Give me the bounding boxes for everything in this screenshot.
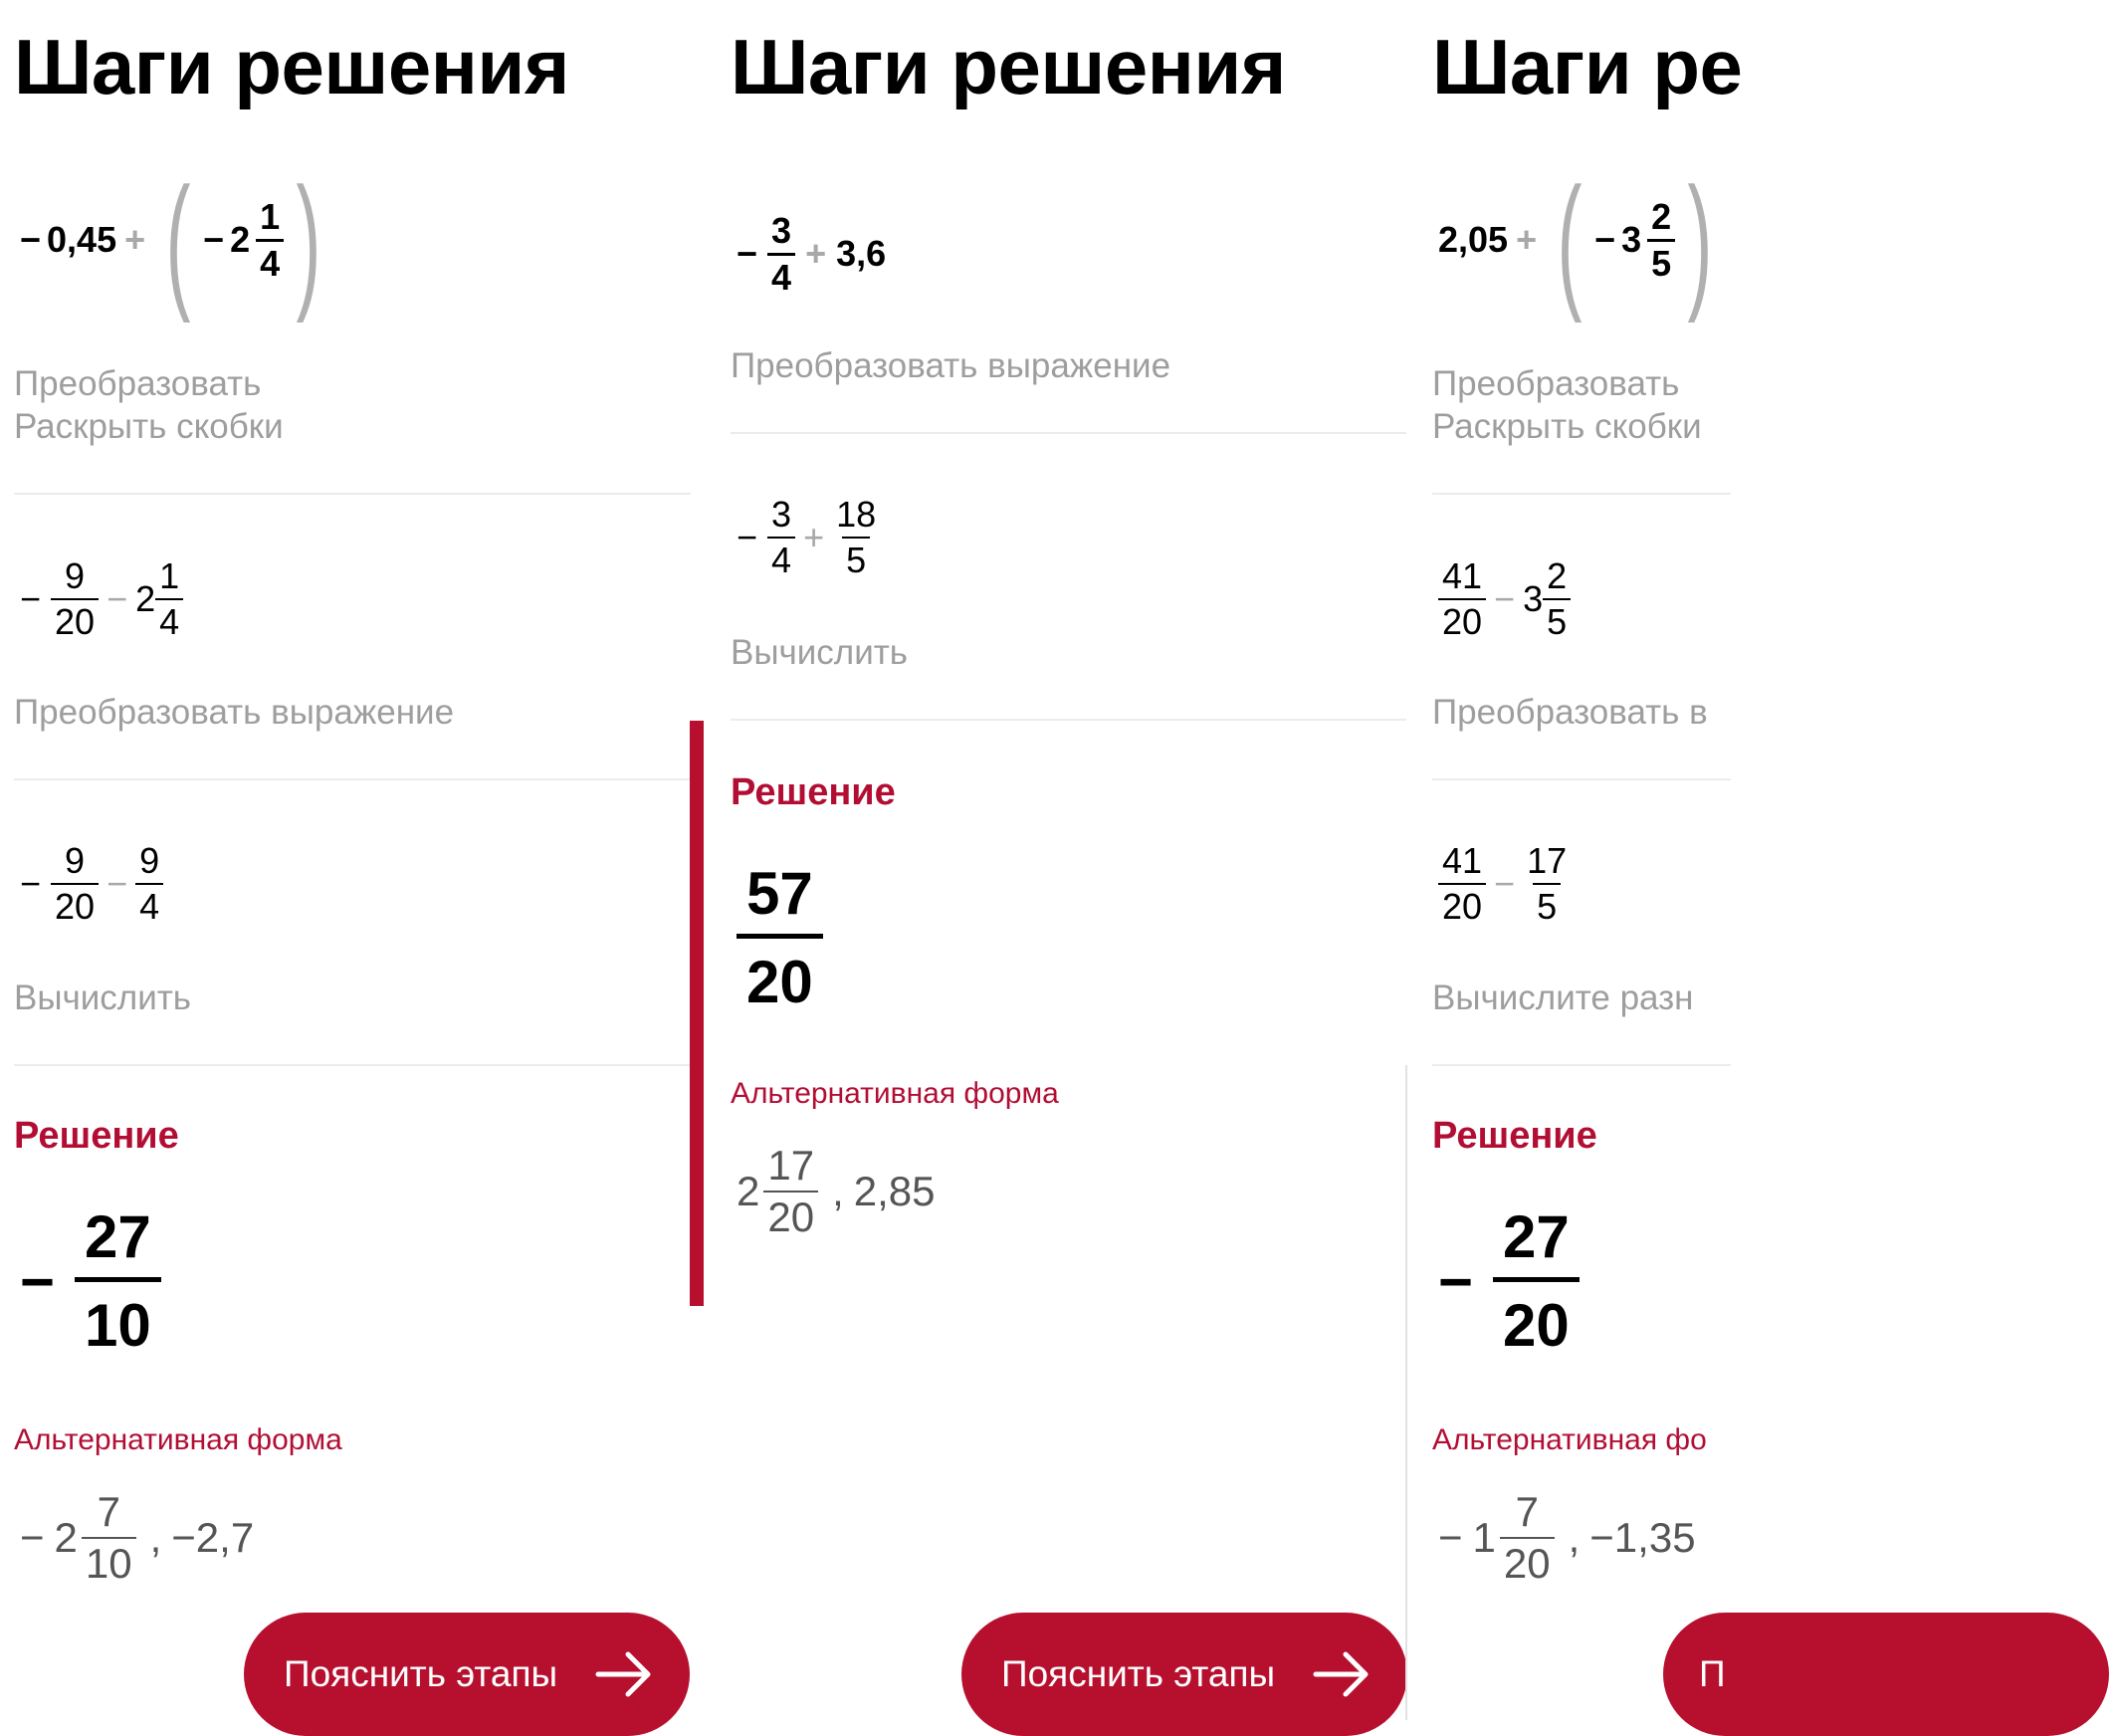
- page-title: Шаги решения: [731, 23, 1286, 110]
- left-paren: (: [1557, 156, 1582, 324]
- page-title: Шаги ре: [1432, 23, 1743, 110]
- fraction: $\frac{57}{20}$: [737, 864, 823, 1012]
- solution-label: Решение: [731, 771, 896, 813]
- explain-steps-button[interactable]: П: [1663, 1613, 2109, 1736]
- page-title: Шаги решения: [14, 23, 569, 110]
- fraction: $\frac{7}{10}$: [82, 1491, 136, 1585]
- step-hint: Раскрыть скобки: [14, 407, 284, 446]
- fraction: $\frac{41}{20}$: [1438, 843, 1486, 925]
- step-hint: Вычислить: [14, 978, 192, 1017]
- left-paren: (: [165, 156, 191, 324]
- step-hint: Преобразовать в: [1432, 693, 1708, 732]
- alternative-form-label: Альтернативная форма: [14, 1423, 342, 1456]
- step-expression: − $\frac{3}{4}$ + 3,6: [737, 209, 887, 298]
- fraction: $\frac{41}{20}$: [1438, 558, 1486, 640]
- fraction: $\frac{3}{4}$: [767, 497, 795, 578]
- steps-panel-2: [704, 0, 1406, 1720]
- fraction: $\frac{9}{4}$: [135, 843, 163, 925]
- step-expression: $\frac{41}{20}$ − $\frac{17}{5}$: [1438, 834, 1571, 934]
- fraction: $\frac{17}{5}$: [1527, 840, 1568, 927]
- fraction: $\frac{7}{20}$: [1500, 1491, 1555, 1585]
- explain-steps-button[interactable]: Пояснить этапы: [961, 1613, 1407, 1736]
- steps-panel-3: [1406, 0, 1743, 1720]
- fraction: $\frac{18}{5}$: [836, 494, 877, 580]
- fraction: $\frac{9}{20}$: [51, 843, 99, 925]
- step-hint: Раскрыть скобки: [1432, 407, 1702, 446]
- solution-value: [737, 851, 823, 1025]
- divider: [1432, 778, 1731, 780]
- steps-panel-1: [0, 0, 704, 1720]
- alternative-form-value: 2 $\frac{17}{20}$ , 2,85: [737, 1142, 936, 1240]
- solution-label: Решение: [14, 1115, 179, 1157]
- fraction: $\frac{2}{5}$: [1647, 199, 1675, 282]
- divider: [731, 719, 1406, 721]
- divider: [731, 432, 1406, 434]
- fraction: $\frac{2}{5}$: [1543, 558, 1571, 640]
- step-expression: − $\frac{9}{20}$ − 2 $\frac{1}{4}$: [20, 549, 183, 649]
- step-hint: Вычислите разн: [1432, 978, 1694, 1017]
- step-expression: $\frac{41}{20}$ − 3 $\frac{2}{5}$: [1438, 549, 1571, 649]
- step-hint: Преобразовать выражение: [731, 346, 1171, 385]
- alternative-form-value: − 2 $\frac{7}{10}$ , −2,7: [20, 1488, 255, 1587]
- step-hint: Преобразовать выражение: [14, 693, 455, 732]
- arrow-right-icon: [596, 1650, 654, 1698]
- step-hint: Преобразовать: [14, 364, 262, 403]
- step-expression: − $\frac{3}{4}$ + $\frac{18}{5}$: [737, 488, 880, 587]
- fraction: $\frac{1}{4}$: [155, 558, 183, 640]
- step-expression: 2,05 + ( − 3 $\frac{2}{5}$ ): [1438, 156, 1713, 324]
- arrow-right-icon: [1314, 1650, 1371, 1698]
- right-paren: ): [296, 156, 321, 324]
- right-paren: ): [1687, 156, 1713, 324]
- solution-value: − $\frac{27}{10}$: [20, 1194, 161, 1369]
- alternative-form-value: − 1 $\frac{7}{20}$ , −1,35: [1438, 1488, 1696, 1587]
- step-expression: − 0,45 + ( − 2 $\frac{1}{4}$ ): [20, 156, 321, 324]
- accent-bar: [690, 721, 704, 1306]
- alternative-form-label: Альтернативная фо: [1432, 1423, 1707, 1456]
- alternative-form-label: Альтернативная форма: [731, 1077, 1059, 1110]
- divider: [1432, 1064, 1731, 1066]
- fraction: $\frac{17}{20}$: [763, 1145, 818, 1238]
- fraction: $\frac{1}{4}$: [256, 199, 284, 282]
- fraction: $\frac{27}{20}$: [1493, 1207, 1580, 1356]
- divider: [1432, 493, 1731, 495]
- explain-steps-button[interactable]: Пояснить этапы: [244, 1613, 690, 1736]
- solution-label: Решение: [1432, 1115, 1597, 1157]
- divider: [14, 493, 691, 495]
- step-hint: Вычислить: [731, 633, 909, 672]
- solution-value: − $\frac{27}{20}$: [1438, 1194, 1580, 1369]
- divider: [14, 1064, 691, 1066]
- fraction: $\frac{9}{20}$: [51, 558, 99, 640]
- step-hint: Преобразовать: [1432, 364, 1680, 403]
- divider: [14, 778, 691, 780]
- step-expression: − $\frac{9}{20}$ − $\frac{9}{4}$: [20, 834, 163, 934]
- fraction: $\frac{3}{4}$: [767, 213, 795, 296]
- fraction: $\frac{27}{10}$: [75, 1207, 161, 1356]
